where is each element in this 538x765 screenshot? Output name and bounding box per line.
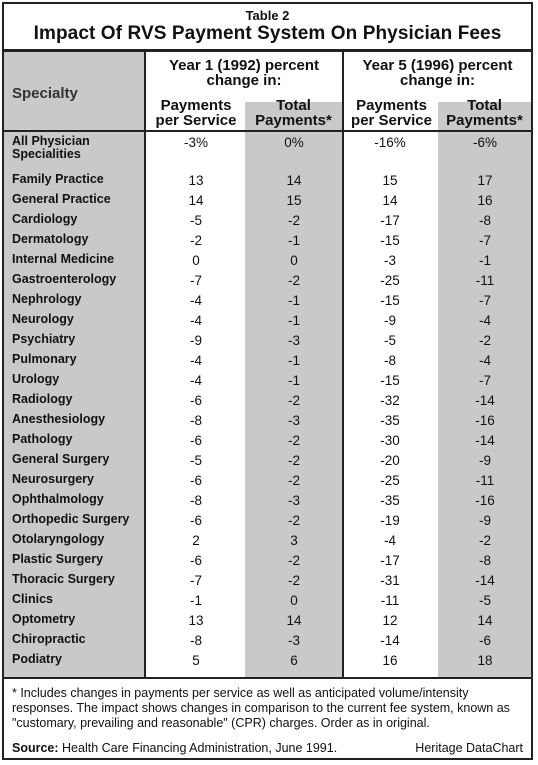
table-row <box>4 550 531 570</box>
table-row <box>4 230 531 250</box>
cell-y1-tp: 6 <box>290 653 298 668</box>
specialty-name: Pulmonary <box>12 352 77 366</box>
specialty-name: General Practice <box>12 192 111 206</box>
specialty-name: Clinics <box>12 592 53 606</box>
cell-y5-pps: 12 <box>382 613 398 628</box>
table-row <box>4 510 531 530</box>
specialty-name: Podiatry <box>12 652 63 666</box>
cell-y1-tp: -3 <box>287 413 300 428</box>
cell-y1-pps: 2 <box>192 533 200 548</box>
table-row <box>4 450 531 470</box>
cell-y5-tp: -14 <box>475 573 495 588</box>
cell-y5-pps: -25 <box>380 273 400 288</box>
cell-y1-pps: 5 <box>192 653 200 668</box>
cell-y1-tp: 15 <box>286 193 302 208</box>
cell-y5-tp: -8 <box>478 553 491 568</box>
cell-y1-pps: 14 <box>188 193 204 208</box>
cell-y1-pps: -8 <box>189 633 202 648</box>
cell-y1-pps: -4 <box>189 293 202 308</box>
cell-y5-tp: -8 <box>478 213 491 228</box>
cell-y5-tp: -5 <box>478 593 491 608</box>
table-row <box>4 270 531 290</box>
cell-y1-tp: -1 <box>287 373 300 388</box>
specialty-name: Anesthesiology <box>12 412 106 426</box>
cell-y1-tp: -3 <box>287 633 300 648</box>
specialty-name: Neurology <box>12 312 74 326</box>
y1-pps-header <box>146 98 246 128</box>
cell-y5-pps: -9 <box>383 313 396 328</box>
table-row <box>4 430 531 450</box>
cell-y1-tp: -1 <box>287 353 300 368</box>
cell-y5-tp: -7 <box>478 373 491 388</box>
specialty-name: Otolaryngology <box>12 532 105 546</box>
bottom-rule <box>4 677 531 679</box>
footnote: * Includes changes in payments per service as well as anticipated volume/intensity responses. The impact shows changes in comparison to the current fee system, known as "customary, prevailing and reasonable" (CPR) charges. Order as in original. <box>12 686 510 730</box>
specialty-name: Optometry <box>12 612 76 626</box>
specialty-name: Psychiatry <box>12 332 76 346</box>
cell-y1-tp: -2 <box>287 393 300 408</box>
cell-y1-pps: -6 <box>189 553 202 568</box>
cell-y1-pps: -7 <box>189 573 202 588</box>
cell-y1-tp: 0% <box>284 135 304 150</box>
table-row <box>4 250 531 270</box>
table-row <box>4 410 531 430</box>
y5-pps-header-line2: per Service <box>351 112 432 129</box>
cell-y1-pps: -4 <box>189 353 202 368</box>
cell-y1-pps: -8 <box>189 493 202 508</box>
specialty-name: Dermatology <box>12 232 89 246</box>
page-title: Impact Of RVS Payment System On Physician Fees <box>33 23 502 44</box>
table-row <box>4 470 531 490</box>
cell-y1-tp: -1 <box>287 233 300 248</box>
table-row <box>4 190 531 210</box>
cell-y1-tp: 0 <box>290 593 298 608</box>
cell-y1-pps: -7 <box>189 273 202 288</box>
y1-tp-header-line2: Payments* <box>255 112 332 129</box>
cell-y1-pps: -4 <box>189 313 202 328</box>
cell-y5-pps: 16 <box>382 653 398 668</box>
cell-y1-pps: -6 <box>189 433 202 448</box>
cell-y5-pps: -19 <box>380 513 400 528</box>
cell-y1-pps: -1 <box>189 593 202 608</box>
specialty-name: Thoracic Surgery <box>12 572 115 586</box>
specialty-name: Pathology <box>12 432 73 446</box>
cell-y1-tp: -2 <box>287 213 300 228</box>
cell-y1-pps: 0 <box>192 253 200 268</box>
cell-y5-tp: -2 <box>478 533 491 548</box>
cell-y1-tp: 0 <box>290 253 298 268</box>
specialty-header: Specialty <box>12 85 78 102</box>
cell-y5-tp: -1 <box>478 253 491 268</box>
cell-y1-tp: -2 <box>287 473 300 488</box>
cell-y5-pps: -30 <box>380 433 400 448</box>
cell-y5-pps: -25 <box>380 473 400 488</box>
cell-y5-tp: -7 <box>478 293 491 308</box>
cell-y5-tp: -6 <box>478 633 491 648</box>
cell-y1-pps: 13 <box>188 173 204 188</box>
specialty-name: Orthopedic Surgery <box>12 512 130 526</box>
table-row <box>4 590 531 610</box>
table-row <box>4 610 531 630</box>
cell-y5-pps: -17 <box>380 553 400 568</box>
cell-y5-tp: 16 <box>477 193 493 208</box>
y1-tp-header-line1: Total <box>276 97 311 114</box>
specialty-name: Family Practice <box>12 172 104 186</box>
cell-y5-pps: -15 <box>380 373 400 388</box>
y1-tp-header <box>245 98 342 128</box>
cell-y5-pps: -3 <box>383 253 396 268</box>
cell-y5-tp: -14 <box>475 393 495 408</box>
cell-y5-pps: 15 <box>382 173 398 188</box>
cell-y1-tp: -2 <box>287 453 300 468</box>
cell-y1-pps: -2 <box>189 233 202 248</box>
cell-y5-tp: -14 <box>475 433 495 448</box>
cell-y1-pps: -4 <box>189 373 202 388</box>
specialty-name: Gastroenterology <box>12 272 117 286</box>
cell-y5-tp: -9 <box>478 513 491 528</box>
cell-y5-pps: -31 <box>380 573 400 588</box>
cell-y5-tp: -4 <box>478 353 491 368</box>
cell-y5-pps: -4 <box>383 533 396 548</box>
y5-tp-header-line2: Payments* <box>446 112 523 129</box>
cell-y5-tp: -4 <box>478 313 491 328</box>
cell-y5-pps: 14 <box>382 193 398 208</box>
cell-y1-tp: 3 <box>290 533 298 548</box>
specialty-name: Chiropractic <box>12 632 86 646</box>
cell-y5-pps: -17 <box>380 213 400 228</box>
credit: Heritage DataChart <box>415 741 523 755</box>
cell-y1-pps: -9 <box>189 333 202 348</box>
cell-y5-tp: -11 <box>475 473 495 488</box>
cell-y1-tp: 14 <box>286 613 302 628</box>
cell-y5-tp: -16 <box>475 493 495 508</box>
cell-y5-pps: -20 <box>380 453 400 468</box>
cell-y1-tp: -3 <box>287 493 300 508</box>
cell-y5-tp: -16 <box>475 413 495 428</box>
source-text: Health Care Financing Administration, June 1991. <box>58 741 338 755</box>
cell-y5-tp: -2 <box>478 333 491 348</box>
y1-pps-header-line2: per Service <box>155 112 237 129</box>
table-row <box>4 630 531 650</box>
cell-y5-tp: 18 <box>477 653 493 668</box>
y1-pps-header-line1: Payments <box>160 97 232 114</box>
table-row <box>4 390 531 410</box>
cell-y1-tp: -2 <box>287 553 300 568</box>
source-label: Source: <box>12 741 59 755</box>
cell-y5-tp: -9 <box>478 453 491 468</box>
cell-y1-pps: -6 <box>189 473 202 488</box>
specialty-name: Internal Medicine <box>12 252 115 266</box>
cell-y5-pps: -8 <box>383 353 396 368</box>
cell-y5-pps: -15 <box>380 293 400 308</box>
cell-y5-pps: -32 <box>380 393 400 408</box>
cell-y1-pps: -6 <box>189 393 202 408</box>
title-block <box>4 8 531 45</box>
cell-y1-tp: -2 <box>287 513 300 528</box>
cell-y5-tp: -6% <box>472 135 497 150</box>
cell-y1-pps: 13 <box>188 613 204 628</box>
year1-header-line2: change in: <box>206 72 282 89</box>
cell-y1-tp: -2 <box>287 273 300 288</box>
table-row <box>4 370 531 390</box>
cell-y1-tp: -1 <box>287 313 300 328</box>
table-row <box>4 530 531 550</box>
specialty-name: Plastic Surgery <box>12 552 104 566</box>
table-row <box>4 290 531 310</box>
y5-tp-header <box>438 98 531 128</box>
table-row <box>4 570 531 590</box>
table-row <box>4 132 531 168</box>
y5-pps-header-line1: Payments <box>356 97 427 114</box>
cell-y5-pps: -11 <box>380 593 400 608</box>
specialty-name: General Surgery <box>12 452 110 466</box>
cell-y1-tp: 14 <box>286 173 302 188</box>
specialty-name: Radiology <box>12 392 73 406</box>
specialty-name: Urology <box>12 372 60 386</box>
year5-header-line2: change in: <box>399 72 475 89</box>
cell-y1-tp: -2 <box>287 433 300 448</box>
y5-pps-header <box>344 98 439 128</box>
table-row <box>4 650 531 670</box>
table-row <box>4 210 531 230</box>
year5-header <box>344 58 531 88</box>
cell-y1-tp: -1 <box>287 293 300 308</box>
year1-header <box>146 58 342 88</box>
table-row <box>4 490 531 510</box>
table-row <box>4 330 531 350</box>
cell-y5-pps: -16% <box>374 135 406 150</box>
cell-y5-pps: -35 <box>380 493 400 508</box>
table-row <box>4 310 531 330</box>
cell-y1-pps: -5 <box>189 453 202 468</box>
cell-y5-pps: -14 <box>380 633 400 648</box>
source-line <box>12 741 337 755</box>
year5-header-line1: Year 5 (1996) percent <box>362 57 513 74</box>
cell-y5-tp: -7 <box>478 233 491 248</box>
table-row <box>4 170 531 190</box>
specialty-name: Ophthalmology <box>12 492 104 506</box>
cell-y5-tp: 17 <box>477 173 493 188</box>
cell-y5-tp: 14 <box>477 613 493 628</box>
table-label: Table 2 <box>245 8 290 23</box>
cell-y1-pps: -6 <box>189 513 202 528</box>
cell-y1-pps: -8 <box>189 413 202 428</box>
cell-y1-tp: -2 <box>287 573 300 588</box>
cell-y5-pps: -35 <box>380 413 400 428</box>
cell-y5-tp: -11 <box>475 273 495 288</box>
table-row <box>4 350 531 370</box>
year1-header-line1: Year 1 (1992) percent <box>168 57 320 74</box>
cell-y1-pps: -3% <box>183 135 208 150</box>
specialty-name: Cardiology <box>12 212 78 226</box>
cell-y1-tp: -3 <box>287 333 300 348</box>
table-frame <box>2 2 533 760</box>
specialty-name: Nephrology <box>12 292 82 306</box>
cell-y5-pps: -5 <box>383 333 396 348</box>
y5-tp-header-line1: Total <box>467 97 502 114</box>
specialty-name: All Physician Specialities <box>12 134 90 161</box>
cell-y1-pps: -5 <box>189 213 202 228</box>
cell-y5-pps: -15 <box>380 233 400 248</box>
specialty-name: Neurosurgery <box>12 472 94 486</box>
